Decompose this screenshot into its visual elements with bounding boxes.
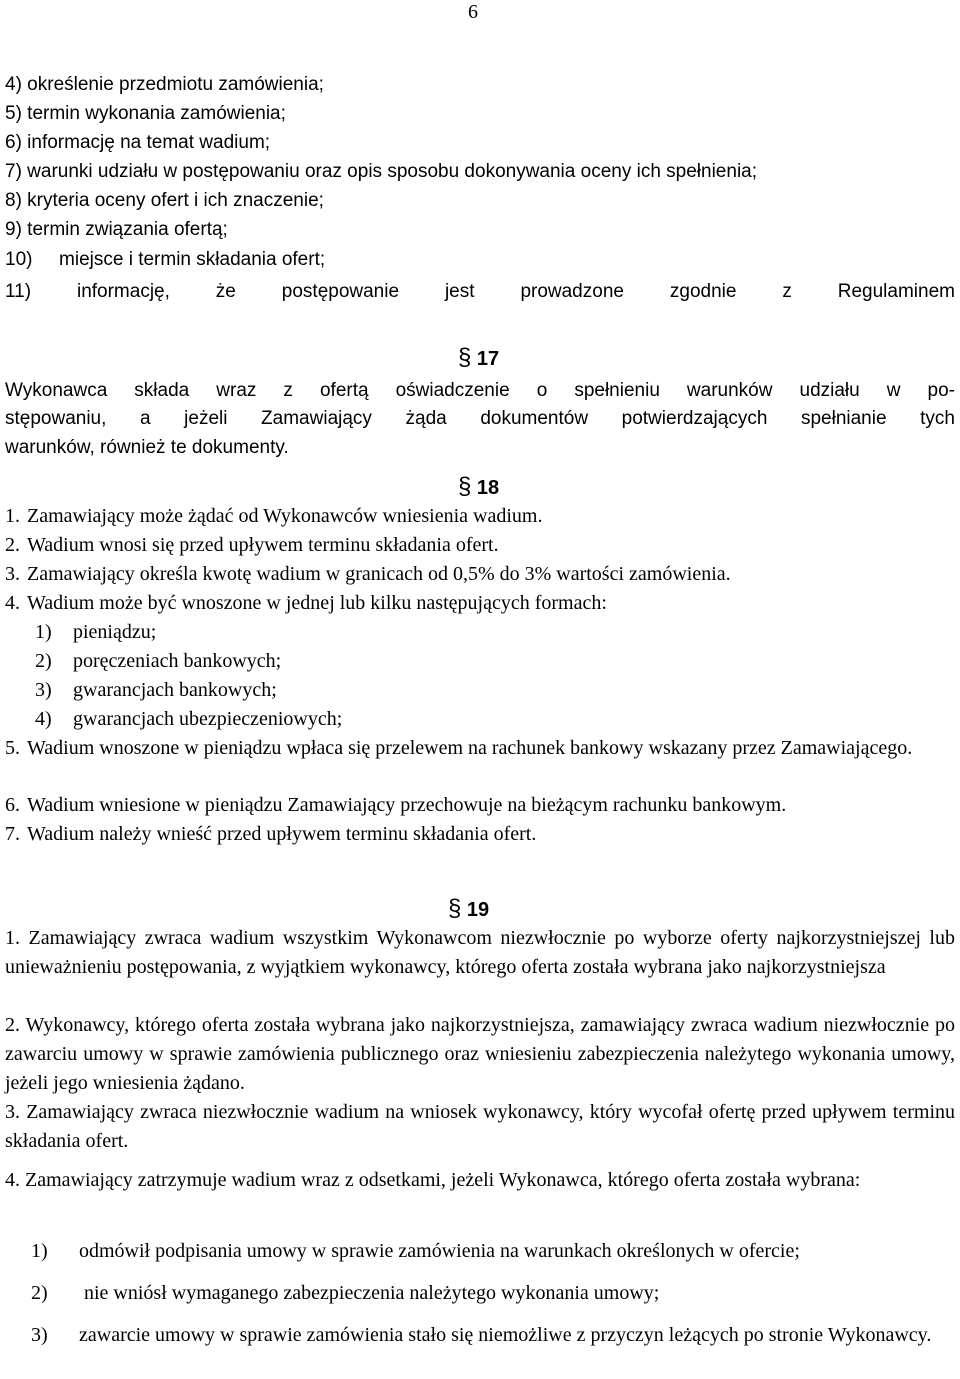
list-item-text: miejsce i termin składania ofert; [59,249,326,270]
list-item: 4) określenie przedmiotu zamówienia; [5,74,324,95]
section-heading-17 [458,344,499,372]
retention-case [5,1321,955,1350]
section-symbol: § [458,344,472,371]
section-number: 18 [476,477,500,499]
retention-case [5,1237,955,1266]
section-heading-19 [448,895,489,923]
list-item-number: 11) [5,281,32,302]
item-number: 1) [31,1240,48,1262]
list-item: 5) termin wykonania zamówienia; [5,103,286,124]
section-18-item [5,560,955,588]
section-17-line: warunków, również te dokumenty. [5,437,289,458]
section-19-paragraph: 4. Zamawiający zatrzymuje wadium wraz z odsetkami, jeżeli Wykonawca, którego oferta została wybrana: [5,1169,861,1191]
section-19-paragraph: 3. Zamawiający zwraca niezwłocznie wadium na wniosek wykonawcy, który wycofał ofertę przed upływem terminu składania ofert. [5,1101,955,1152]
section-heading-18 [458,473,499,501]
item-text: nie wniósł wymaganego zabezpieczenia należytego wykonania umowy; [79,1282,660,1304]
list-item-word: informację, [76,281,170,302]
list-item-number: 10) [5,249,33,270]
section-number: 17 [476,348,500,370]
item-number: 2) [35,650,52,672]
list-item-word: postępowanie [281,281,400,302]
item-number: 4. [5,592,20,614]
list-item-word: prowadzone [520,281,624,302]
list-item: 9) termin związania ofertą; [5,219,228,240]
item-text: Zamawiający może żądać od Wykonawców wniesienia wadium. [27,505,543,527]
section-17-line [5,377,955,405]
item-text: Wadium może być wnoszone w jednej lub kilku następujących formach: [27,592,607,614]
item-text: Wadium wnoszone w pieniądzu wpłaca się przelewem na rachunek bankowy wskazany przez Zamawiającego. [27,737,913,759]
paragraph-line: Wykonawca składa wraz z ofertą oświadczenie o spełnieniu warunków udziału w po- [5,380,955,401]
list-item: 6) informację na temat wadium; [5,132,271,153]
list-item-word: że [215,281,236,302]
section-19-paragraph: 1. Zamawiający zwraca wadium wszystkim Wykonawcom niezwłocznie po wyborze oferty najkorzystniejszej lub unieważnieniu postępowania, z wyjątkiem wykonawcy, którego oferta została wybrana jako najkorzystniejsza [5,927,955,978]
section-symbol: § [448,895,462,922]
wadium-form-item [5,676,277,704]
wadium-form-item [5,618,156,646]
section-number: 19 [466,899,490,921]
item-text: Wadium należy wnieść przed upływem terminu składania ofert. [27,823,537,845]
item-text: pieniądzu; [73,621,157,643]
page-number: 6 [468,1,478,23]
list-item-11 [5,279,955,305]
section-18-item [5,589,955,617]
item-text: Wadium wniesione w pieniądzu Zamawiający przechowuje na bieżącym rachunku bankowym. [27,794,787,816]
item-number: 7. [5,823,20,845]
list-item-word: jest [444,281,475,302]
list-item-word: Regulaminem [837,281,955,302]
item-number: 3) [31,1324,48,1346]
list-item-word: zgodnie [669,281,737,302]
section-18-item [5,820,955,848]
item-number: 6. [5,794,20,816]
section-18-item [5,791,955,819]
list-item-word: z [782,281,792,302]
item-text: odmówił podpisania umowy w sprawie zamówienia na warunkach określonych w ofercie; [79,1240,800,1262]
section-18-item [5,502,955,530]
item-text: Wadium wnosi się przed upływem terminu składania ofert. [27,534,499,556]
item-text: gwarancjach bankowych; [73,679,277,701]
item-number: 1. [5,505,20,527]
item-number: 5. [5,737,20,759]
item-text: poręczeniach bankowych; [73,650,282,672]
wadium-form-item [5,647,281,675]
retention-case [5,1279,955,1308]
list-item: 7) warunki udziału w postępowaniu oraz opis sposobu dokonywania oceny ich spełnienia; [5,161,758,182]
section-17-line [5,405,955,433]
wadium-form-item [5,705,342,733]
item-text: gwarancjach ubezpieczeniowych; [73,708,343,730]
section-19-paragraph: 2. Wykonawcy, którego oferta została wybrana jako najkorzystniejsza, zamawiający zwraca wadium niezwłocznie po zawarciu umowy w sprawie zamówienia publicznego oraz wniesieniu zabezpieczenia należytego wykonania umowy, jeżeli jego wniesienia żądano. [5,1014,955,1094]
item-number: 4) [35,708,52,730]
list-item-10 [5,247,325,273]
item-number: 2) [31,1282,48,1304]
section-18-item [5,531,955,559]
section-symbol: § [458,473,472,500]
item-text: zawarcie umowy w sprawie zamówienia stało się niemożliwe z przyczyn leżących po stronie Wykonawcy. [79,1324,932,1346]
list-item: 8) kryteria oceny ofert i ich znaczenie; [5,190,324,211]
paragraph-line: stępowaniu, a jeżeli Zamawiający żąda dokumentów potwierdzających spełnianie tych [5,408,955,429]
item-number: 1) [35,621,52,643]
item-number: 3. [5,563,20,585]
section-18-item [5,734,955,762]
item-number: 3) [35,679,52,701]
item-number: 2. [5,534,20,556]
item-text: Zamawiający określa kwotę wadium w granicach od 0,5% do 3% wartości zamówienia. [27,563,731,585]
